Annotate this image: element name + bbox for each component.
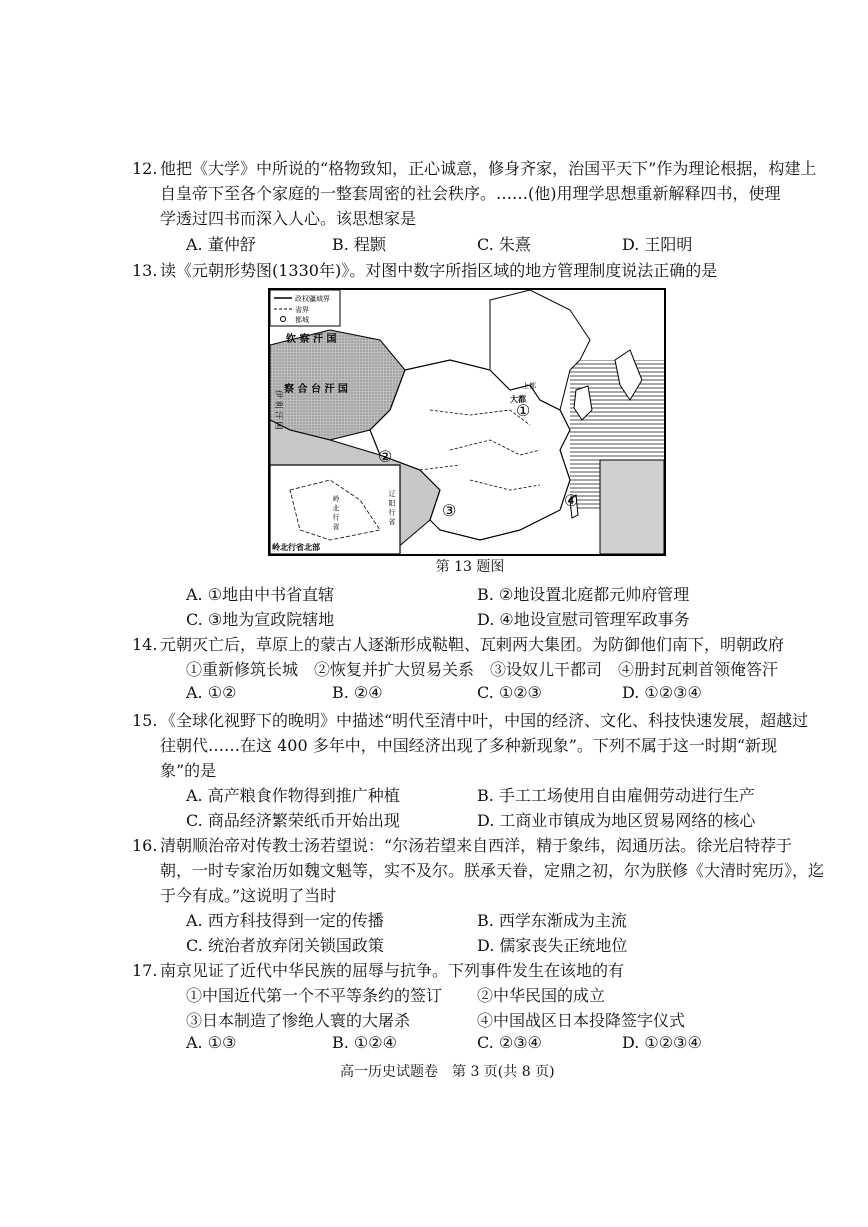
option-d[interactable]: D. ①②③④ xyxy=(622,683,702,702)
question-text: 往朝代……在这 400 多年中，中国经济出现了多种新现象”。下列不属于这一时期“新现 xyxy=(160,736,778,755)
question-text: 他把《大学》中所说的“格物致知，正心诚意，修身齐家，治国平天下”作为理论根据，构建上 xyxy=(160,159,817,178)
option-b[interactable]: B. 手工工场使用自由雇佣劳动进行生产 xyxy=(477,786,755,805)
option-d[interactable]: D. 儒家丧失正统地位 xyxy=(477,936,628,955)
option-a[interactable]: A. 高产粮食作物得到推广种植 xyxy=(186,786,400,805)
question-number: 13. xyxy=(132,261,158,280)
option-b[interactable]: B. ①②④ xyxy=(332,1033,397,1052)
question-12 xyxy=(132,156,817,231)
option-d[interactable]: D. 工商业市镇成为地区贸易网络的核心 xyxy=(477,811,756,830)
figure-caption: 第 13 题图 xyxy=(435,559,505,575)
option-d[interactable]: D. ①②③④ xyxy=(622,1033,702,1052)
question-13 xyxy=(132,258,780,283)
option-b[interactable]: B. ②地设置北庭都元帅府管理 xyxy=(477,585,690,604)
option-c[interactable]: C. ③地为宣政院辖地 xyxy=(186,610,335,629)
legend-label: 省界 xyxy=(295,306,309,314)
question-number: 14. xyxy=(132,635,158,654)
option-c[interactable]: C. ①②③ xyxy=(477,683,542,702)
inset-title: 岭北行省北部 xyxy=(272,543,320,552)
option-a[interactable]: A. ①② xyxy=(186,683,237,702)
region-marker-4: ④ xyxy=(564,491,579,510)
region-marker-3: ③ xyxy=(442,501,457,520)
city-label: 上都 xyxy=(522,382,536,390)
option-c[interactable]: C. 商品经济繁荣纸币开始出现 xyxy=(186,811,400,830)
option-b[interactable]: B. 西学东渐成为主流 xyxy=(477,911,627,930)
province-label: 辽 阳 行 省 xyxy=(388,490,396,525)
region-marker-2: ② xyxy=(378,447,393,466)
khanate-label: 伊 利 汗 国 xyxy=(274,390,283,430)
question-text: 学透过四书而深入人心。该思想家是 xyxy=(160,209,417,228)
legend-label: 都城 xyxy=(295,316,309,324)
question-item: ①中国近代第一个不平等条约的签订 xyxy=(186,986,443,1005)
question-17 xyxy=(132,958,780,983)
page-footer: 高一历史试题卷 第 3 页(共 8 页) xyxy=(340,1064,555,1080)
option-c[interactable]: C. ②③④ xyxy=(477,1033,542,1052)
question-text: 元朝灭亡后，草原上的蒙古人逐渐形成鞑靼、瓦剌两大集团。为防御他们南下，明朝政府 xyxy=(160,635,785,654)
question-text: 朝，一时专家治历如魏文魁等，实不及尔。朕承天眷，定鼎之初，尔为朕修《大清时宪历》，迄 xyxy=(160,861,825,880)
map-graphic xyxy=(270,290,664,554)
capital-label: 大都 xyxy=(510,395,526,404)
question-text: 象”的是 xyxy=(160,761,217,780)
option-a[interactable]: A. 西方科技得到一定的传播 xyxy=(186,911,384,930)
legend-label: 政权疆域界 xyxy=(295,295,330,303)
question-16 xyxy=(132,833,825,908)
question-text: 于今有成。”这说明了当时 xyxy=(160,886,337,905)
question-number: 16. xyxy=(132,836,158,855)
province-label: 岭 北 行 省 xyxy=(332,495,340,530)
question-14 xyxy=(132,632,785,657)
option-c[interactable]: C. 朱熹 xyxy=(477,235,531,254)
option-b[interactable]: B. 程颢 xyxy=(332,235,386,254)
option-a[interactable]: A. ①地由中书省直辖 xyxy=(186,585,335,604)
option-d[interactable]: D. ④地设宣慰司管理军政事务 xyxy=(477,610,690,629)
question-number: 15. xyxy=(132,711,158,730)
question-item: ②中华民国的成立 xyxy=(477,986,606,1005)
question-number: 17. xyxy=(132,961,158,980)
option-a[interactable]: A. ①③ xyxy=(186,1033,237,1052)
question-text: 清朝顺治帝对传教士汤若望说：“尔汤若望来自西洋，精于象纬，闳通历法。徐光启特荐于 xyxy=(160,836,793,855)
yuan-dynasty-map xyxy=(268,288,666,556)
khanate-label: 钦 察 汗 国 xyxy=(286,334,337,345)
region-marker-1: ① xyxy=(516,401,531,420)
question-items: ①重新修筑长城 ②恢复并扩大贸易关系 ③设奴儿干都司 ④册封瓦剌首领俺答汗 xyxy=(186,660,779,679)
question-15 xyxy=(132,708,809,783)
question-text: 读《元朝形势图(1330年)》。对图中数字所指区域的地方管理制度说法正确的是 xyxy=(160,261,718,280)
question-item: ④中国战区日本投降签字仪式 xyxy=(477,1011,686,1030)
option-a[interactable]: A. 董仲舒 xyxy=(186,235,256,254)
option-c[interactable]: C. 统治者放弃闭关锁国政策 xyxy=(186,936,384,955)
question-text: 《全球化视野下的晚明》中描述“明代至清中叶，中国的经济、文化、科技快速发展，超越过 xyxy=(160,711,809,730)
question-item: ③日本制造了惨绝人寰的大屠杀 xyxy=(186,1011,411,1030)
question-number: 12. xyxy=(132,159,158,178)
khanate-label: 察 合 台 汗 国 xyxy=(284,384,348,395)
question-text: 自皇帝下至各个家庭的一整套周密的社会秩序。……(他)用理学思想重新解释四书，使理 xyxy=(160,184,781,203)
option-d[interactable]: D. 王阳明 xyxy=(622,235,693,254)
southeast-shaded xyxy=(600,460,664,554)
option-b[interactable]: B. ②④ xyxy=(332,683,383,702)
question-text: 南京见证了近代中华民族的屈辱与抗争。下列事件发生在该地的有 xyxy=(160,961,625,980)
